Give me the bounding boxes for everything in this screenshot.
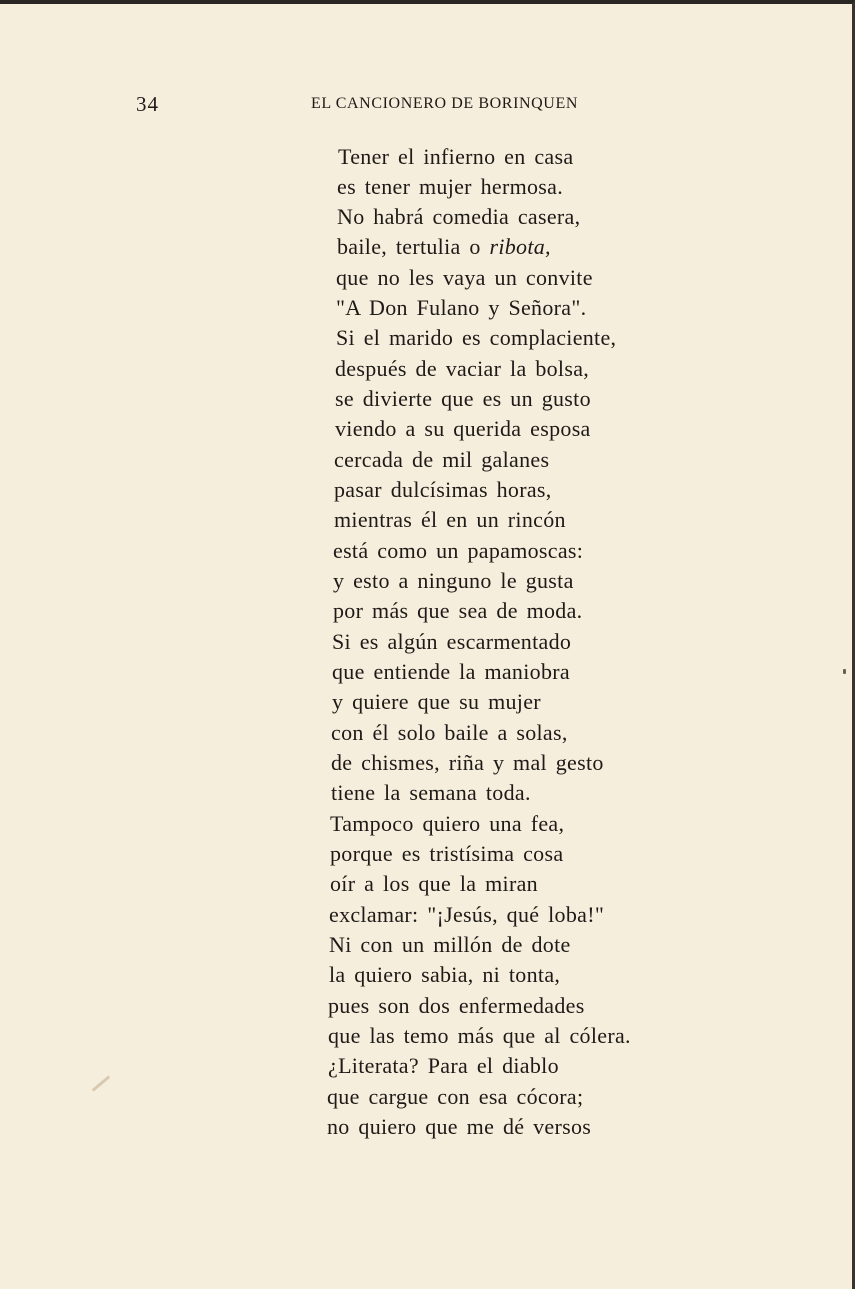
poem-line: Tener el infierno en casa [338,144,574,169]
poem-line: Si es algún escarmentado [332,629,572,654]
poem-line: Tampoco quiero una fea, [330,811,565,836]
poem-line: cercada de mil galanes [334,447,550,472]
poem-line [337,232,551,262]
poem-line: pues son dos enfermedades [328,993,585,1018]
poem-line: exclamar: "¡Jesús, qué loba!" [329,902,605,927]
poem-line: viendo a su querida esposa [335,416,591,441]
poem-line: tiene la semana toda. [331,780,531,805]
poem-line: pasar dulcísimas horas, [334,477,552,502]
poem-line: Si el marido es complaciente, [336,325,617,350]
poem-line: se divierte que es un gusto [335,386,591,411]
poem-line: oír a los que la miran [330,871,538,896]
poem-line: no quiero que me dé versos [327,1114,592,1139]
poem-line: porque es tristísima cosa [330,841,564,866]
poem-line: está como un papamoscas: [333,538,584,563]
poem-line: No habrá comedia casera, [337,204,581,229]
poem-line-text: baile, tertulia o [337,234,490,259]
poem-line: y quiere que su mujer [332,689,541,714]
poem-line: "A Don Fulano y Señora". [336,295,587,320]
running-title: EL CANCIONERO DE BORINQUEN [311,95,578,112]
poem-line: es tener mujer hermosa. [337,174,564,199]
poem-line: Ni con un millón de dote [329,932,571,957]
italic-word: ribota, [489,234,551,259]
poem-line: después de vaciar la bolsa, [335,356,590,381]
poem-line: que cargue con esa cócora; [327,1084,584,1109]
poem-line: con él solo baile a solas, [331,720,568,745]
paper-smudge [92,1075,111,1091]
poem-line: que las temo más que al cólera. [328,1023,631,1048]
poem-line: que entiende la maniobra [332,659,570,684]
poem-line: mientras él en un rincón [334,507,566,532]
poem-line: que no les vaya un convite [336,265,593,290]
page-number: 34 [136,92,159,116]
poem-line: ¿Literata? Para el diablo [328,1053,559,1078]
poem-line: y esto a ninguno le gusta [333,568,574,593]
poem-line: la quiero sabia, ni tonta, [329,962,561,987]
poem-line: de chismes, riña y mal gesto [331,750,604,775]
poem-line: por más que sea de moda. [333,598,583,623]
paper-speck [843,669,846,674]
